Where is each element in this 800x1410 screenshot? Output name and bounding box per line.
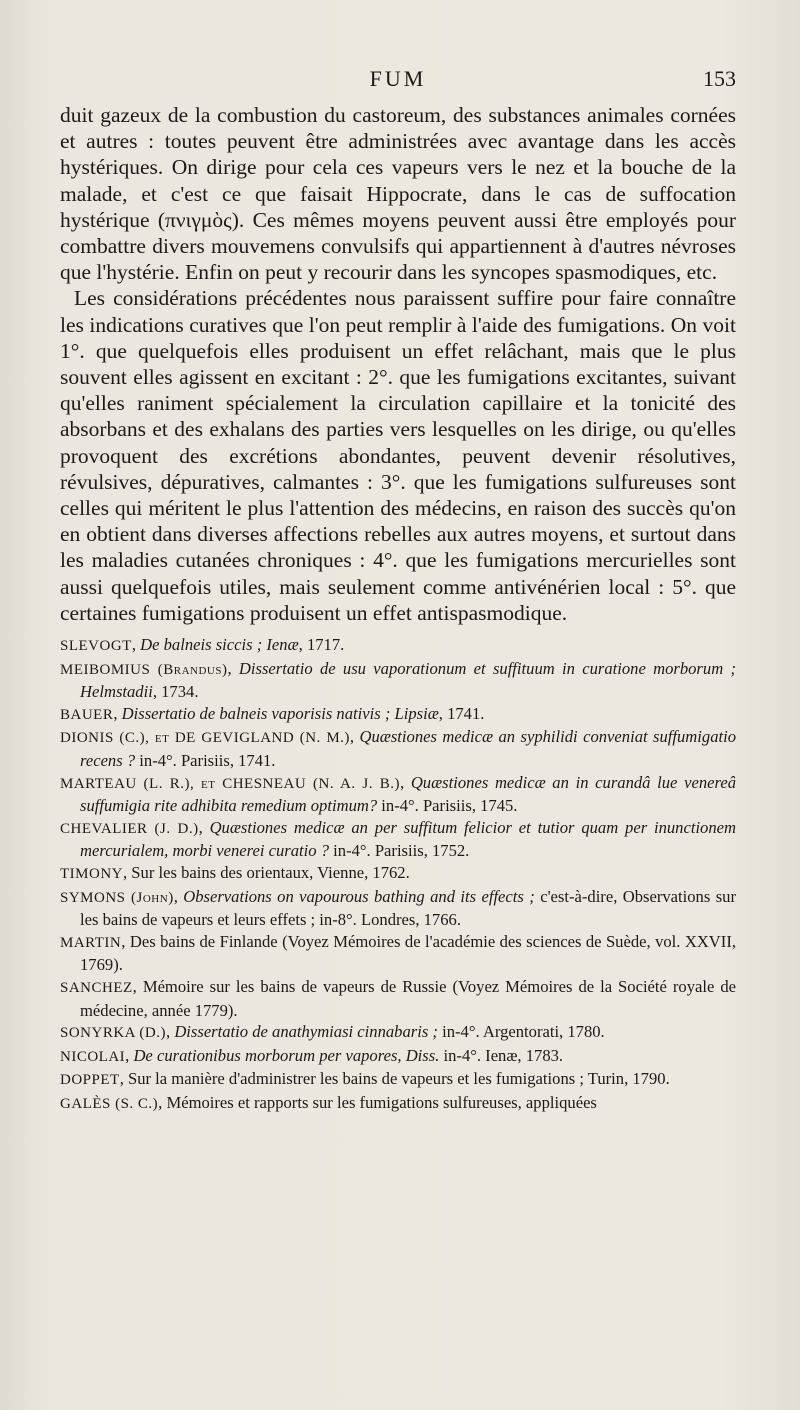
reference-author: CHEVALIER (J. D.)	[60, 820, 199, 837]
reference-author: DOPPET	[60, 1072, 120, 1089]
reference-author: SYMONS (John)	[60, 889, 174, 906]
reference-entry: BAUER, Dissertatio de balneis vaporisis nativis ; Lipsiæ, 1741.	[60, 703, 485, 723]
reference-author: SLEVOGT	[60, 638, 132, 655]
reference-details: in-4°. Parisiis, 1741.	[135, 751, 276, 771]
reference-author: GALÈS (S. C.)	[60, 1095, 159, 1112]
reference-details: Sur les bains des orientaux, Vienne, 1762.	[131, 863, 410, 882]
bibliography	[60, 634, 736, 1115]
reference-entry: SYMONS (John), Observations on vapourous bathing and its effects ; c'est-à-dire, Observations sur les bains de vapeurs et leurs effets ; in-8°. Londres, 1766.	[60, 886, 736, 930]
reference-entry: SANCHEZ, Mémoire sur les bains de vapeurs de Russie (Voyez Mémoires de la Société royale de médecine, année 1779).	[60, 976, 736, 1020]
reference-details: Sur la manière d'administrer les bains de vapeurs et les fumigations ; Turin, 1790.	[127, 1069, 670, 1089]
reference-entry: MEIBOMIUS (Brandus), Dissertatio de usu vaporationum et suffituum in curatione morborum ; Helmstadii, 1734.	[60, 658, 736, 702]
reference-details: in-4°. Argentorati, 1780.	[437, 1022, 605, 1042]
reference-title: Quæstiones medicæ an syphilidi conveniat suffumigatio recens ?	[80, 727, 737, 771]
reference-entry: TIMONY, Sur les bains des orientaux, Vienne, 1762.	[60, 863, 410, 882]
reference-entry: CHEVALIER (J. D.), Quæstiones medicæ an per suffitum felicior et tutior quam per inunctionem mercurialem, morbi venerei curatio ? in-4°. Parisiis, 1752.	[60, 817, 737, 861]
reference-entry: SONYRKA (D.), Dissertatio de anathymiasi cinnabaris ; in-4°. Argentorati, 1780.	[60, 1022, 605, 1042]
reference-title: Quæstiones medicæ an in curandâ lue venereâ suffumigia rite adhibita remedium optimum?	[80, 772, 736, 816]
reference-details: Des bains de Finlande (Voyez Mémoires de l'académie des sciences de Suède, vol. XXVII, 1769).	[80, 931, 736, 975]
reference-details: Mémoire sur les bains de vapeurs de Russie (Voyez Mémoires de la Société royale de médecine, année 1779).	[80, 976, 736, 1020]
reference-author: NICOLAI	[60, 1048, 126, 1065]
reference-details: , 1741.	[438, 703, 485, 723]
reference-author: BAUER	[60, 706, 114, 723]
reference-details: , 1717.	[298, 635, 345, 655]
reference-details: in-4°. Ienæ, 1783.	[439, 1045, 564, 1065]
reference-title: Quæstiones medicæ an per suffitum felicior et tutior quam per inunctionem mercurialem, morbi venerei curatio ?	[80, 817, 737, 861]
reference-title: De curationibus morborum per vapores, Diss.	[133, 1045, 440, 1065]
running-title: FUM	[369, 66, 427, 91]
paragraph-continued: duit gazeux de la combustion du castoreum, des substances animales cornées et autres : toutes peuvent être administrées avec avantage dans les accès hystériques. On dirige pour cela ces vapeurs vers le nez et la bouche de la malade, et c'est ce que faisait Hippocrate, dans le cas de suffocation hystérique (πνιγμὸς). Ces mêmes moyens peuvent aussi être employés pour combattre divers mouvemens convulsifs qui appartiennent à d'autres névroses que l'hystérie. Enfin on peut y recourir dans les syncopes spasmodiques, etc.	[60, 103, 736, 285]
reference-entry: DIONIS (C.), et DE GEVIGLAND (N. M.), Quæstiones medicæ an syphilidi conveniat suffumigatio recens ? in-4°. Parisiis, 1741.	[60, 727, 737, 771]
reference-details: in-4°. Parisiis, 1752.	[329, 841, 470, 861]
reference-entry: MARTEAU (L. R.), et CHESNEAU (N. A. J. B.), Quæstiones medicæ an in curandâ lue venereâ suffumigia rite adhibita remedium optimum? in-4°. Parisiis, 1745.	[60, 772, 736, 816]
reference-details: Mémoires et rapports sur les fumigations sulfureuses, appliquées	[166, 1092, 597, 1112]
paragraph-considerations: Les considérations précédentes nous paraissent suffire pour faire connaître les indications curatives que l'on peut remplir à l'aide des fumigations. On voit 1°. que quelquefois elles produisent un effet relâchant, mais que le plus souvent elles agissent en excitant : 2°. que les fumigations excitantes, suivant qu'elles raniment spécialement la circulation capillaire et la tonicité des absorbans et des exhalans des parties vers lesquelles on les dirige, ou qu'elles provoquent des excrétions abondantes, peuvent devenir résolutives, révulsives, dépuratives, calmantes : 3°. que les fumigations sulfureuses sont celles qui méritent le plus l'attention des médecins, en raison des succès qu'on en obtient dans diverses affections rebelles aux autres moyens, et surtout dans les maladies cutanées chroniques : 4°. que les fumigations mercurielles sont aussi quelquefois utiles, mais seulement comme antivénérien local : 5°. que certaines fumigations produisent un effet antispasmodique.	[60, 286, 736, 625]
reference-title: Observations on vapourous bathing and its effects ;	[183, 886, 535, 906]
reference-entry: NICOLAI, De curationibus morborum per vapores, Diss. in-4°. Ienæ, 1783.	[60, 1045, 564, 1065]
reference-author: MARTIN	[60, 934, 122, 951]
page-number: 153	[703, 66, 736, 91]
reference-entry: SLEVOGT, De balneis siccis ; Ienæ, 1717.	[60, 635, 345, 655]
reference-author: TIMONY	[60, 866, 123, 882]
reference-author: MEIBOMIUS (Brandus)	[60, 661, 228, 678]
page-body	[60, 102, 736, 1116]
reference-author: SANCHEZ	[60, 979, 133, 996]
reference-entry: MARTIN, Des bains de Finlande (Voyez Mémoires de l'académie des sciences de Suède, vol. XXVII, 1769).	[60, 931, 736, 975]
page-header	[60, 66, 736, 98]
reference-details: in-4°. Parisiis, 1745.	[377, 796, 518, 816]
reference-title: Dissertatio de balneis vaporisis nativis ; Lipsiæ	[121, 703, 439, 723]
reference-author: MARTEAU (L. R.), et CHESNEAU (N. A. J. B.)	[60, 775, 400, 792]
reference-title: Dissertatio de anathymiasi cinnabaris ;	[174, 1022, 438, 1042]
reference-author: SONYRKA (D.)	[60, 1025, 167, 1042]
reference-title: De balneis siccis ; Ienæ	[140, 635, 299, 655]
reference-details: c'est-à-dire, Observations sur les bains de vapeurs et leurs effets ; in-8°. Londres, 1766.	[80, 886, 736, 930]
reference-entry: GALÈS (S. C.), Mémoires et rapports sur les fumigations sulfureuses, appliquées	[60, 1092, 597, 1112]
reference-title: Dissertatio de usu vaporationum et suffituum in curatione morborum ; Helmstadii	[80, 658, 736, 702]
reference-author: DIONIS (C.), et DE GEVIGLAND (N. M.)	[60, 730, 350, 747]
reference-entry: DOPPET, Sur la manière d'administrer les bains de vapeurs et les fumigations ; Turin, 1790.	[60, 1069, 670, 1089]
reference-details: , 1734.	[152, 682, 199, 702]
